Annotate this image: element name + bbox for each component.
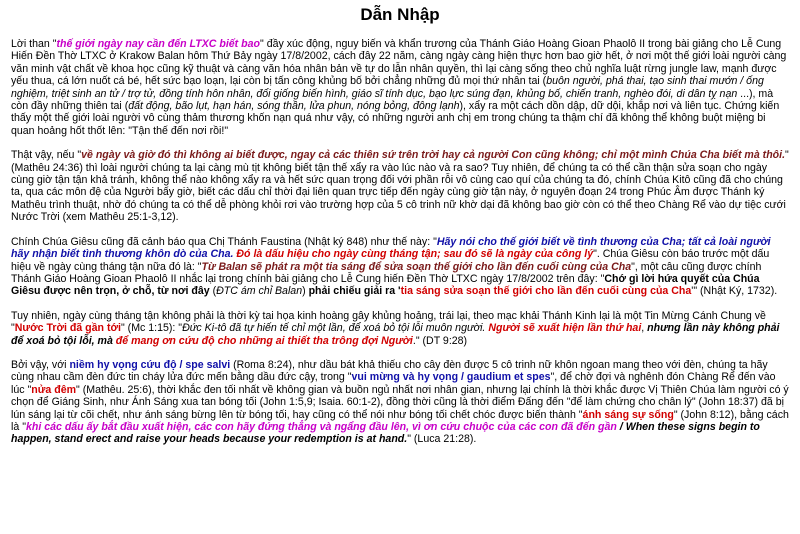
text-run: (	[209, 285, 217, 298]
text-run: " (Luca 21:28).	[407, 433, 477, 446]
text-run: Đức Ki-tô đã tự hiến tế chỉ một lần, để xoá bỏ tội lỗi muôn người.	[182, 322, 486, 335]
text-run: Bởi vậy, với	[11, 358, 70, 371]
text-run: buôn người, phá thai, tạo sinh thai mướn / ống nghiệm, triệt sinh an tử / trợ tử, đồng tính hôn nhân, đổi giống biến hình, giáo sĩ tính dục, bạo lực súng đạn, khủng bố, chiến tranh, nghèo đói, di dân tỵ nạn	[11, 75, 764, 100]
text-run: ĐTC ám chỉ Balan	[216, 285, 303, 298]
text-run: '" (Nhật Ký, 1732).	[691, 285, 778, 298]
intro-paragraph-1	[11, 38, 789, 137]
text-run: khi các dấu ấy bắt đầu xuất hiện, các con hãy đứng thẳng và ngẩng đầu lên, vì ơn cứu chuộc của các con đã đến gần	[25, 420, 617, 433]
text-run: đất động, bão lụt, hạn hán, sóng thần, lửa phun, nóng bỏng, đông lạnh	[128, 100, 460, 113]
intro-paragraph-3	[11, 236, 789, 298]
text-run: " (Mathêu. 25:6), thời khắc đen tối nhất về không gian và buồn ngủ nhất nơi nhân gian, nhưng lại chính là thời khắc được Vị Thiên Chúa làm người có ý chọn để Giáng Sinh, như Ánh Sáng xua tan bóng tối (John 1:5,9; Isaia. 60:1-2), đồng thời cũng là thời điểm Đấng đến "để làm chứng cho chân lý" (John 18:37) đã bị lún sáng lại từ cõi chết, như ánh sáng bừng lên từ bóng tối, hay cũng có thể nói như bóng tối chết chóc được biến thành "	[11, 383, 789, 421]
text-run: )	[302, 285, 309, 298]
text-run: nửa đêm	[31, 383, 77, 396]
text-run: về ngày và giờ đó thì không ai biết được, ngay cả các thiên sứ trên trời hay cả người Con cũng không; chỉ một mình Chúa Cha biết mà thôi.	[81, 149, 786, 162]
text-run: để mang ơn cứu độ cho những ai thiết tha trông đợi Người	[115, 334, 413, 347]
text-run: Chớ gì lời hứa quyết của Chúa Giêsu được nên trọn, ở chỗ, từ nơi đây	[11, 272, 760, 298]
text-run: Từ Balan sẽ phát ra một tia sáng để sửa soạn thế giới cho lần đến cuối cùng của Cha	[201, 260, 632, 273]
text-run: niềm hy vọng cứu độ / spe salvi	[69, 358, 231, 371]
text-run: " (Mathêu 24:36) thì loài người chúng ta lại càng mù tịt không biết tận thế xẩy ra vào lúc nào và ra sao? Tuy nhiên, để chúng ta có thể cần thận sửa soạn cho ngày cùng giờ tận tận khả tránh, không thể nào không xẩy ra và hết sức quan trọng đối với phần rỗi vô cùng cao quí của chúng ta đó, chính Chúa Kitô cũng đã cho chúng ta, qua các môn đệ của Người bấy giờ, biết các dấu chỉ thời đại liên quan trực tiếp đến ngày cùng giờ tận này, ở nguyên đoạn 24 trong Phúc Âm được Thánh ký Mathêu trình thuật, nhờ đó chúng ta có thể dễ phòng khỏi rơi vào trường hợp của 5 cô trinh nữ khờ dại đã không bao giờ còn có thể theo Chàng Rể vào dự tiệc cưới Nước Trời (xem Mathêu 25:1-3,12).	[11, 149, 789, 224]
text-run: Nước Trời đã gần tới	[14, 322, 121, 335]
text-run: tia sáng sửa soạn thế giới cho lần đến cuối cùng của Cha	[400, 285, 692, 298]
intro-paragraph-5	[11, 359, 789, 446]
text-run: " đầy xúc động, nguy biến và khẩn trương của Thánh Giáo Hoàng Gioan Phaolô II trong bài giảng cho Lễ Cung Hiến Đền Thờ LTXC ở Krakow Balan hôm Thứ Bảy ngày 17/8/2002, cách đây 22 năm, càng ngày càng hiện thực hơn bao giờ hết, ở nơi một thế giới loài người càng văn minh vật chất về khoa học cũng kỹ thuật và càng văn hóa nhân bản về tự do lẫn nhân quyền, thì lại càng sống theo chủ nghĩa luật rừng jungle law, mạnh được yếu thua, cá lớn nuốt cá bé, hết sức bạo loạn, lại còn bị tấn công khủng bố bởi chẳng những đủ mọi thứ nhân tai (	[11, 38, 787, 88]
text-run: Thật vậy, nếu "	[11, 149, 82, 162]
text-run: thế giới ngày nay cần đến LTXC biết bao	[56, 38, 260, 50]
page-title: Dẫn Nhập	[360, 5, 440, 24]
text-run: Hãy nói cho thế giới biết về tình thương của Cha; tất cả loài người hãy nhận biết tình thương khôn dò của Cha.	[11, 235, 771, 261]
text-run: When these signs begin to happen, stand erect and raise your heads because your redemption is at hand.	[11, 420, 760, 446]
text-run: Tuy nhiên, ngày cùng tháng tận không phải là thời kỳ tai họa kinh hoàng gây khủng hoảng, trái lại, theo mạc khải Thánh Kinh lại là một Tin Mừng Cánh Chung về "	[11, 309, 766, 335]
text-run: ), xẩy ra một cách dồn dập, dữ dội, khắp nơi và liên tục. Chứng kiến thấy một thế giới loài người vô cùng thảm thương khốn nạn quá như vậy, có những người anh chị em trong chúng ta thậm chí đã không thể không buột miệng bi quan hoảng hốt thốt lên: "Tận thế đến nơi rồi!"	[11, 100, 780, 137]
text-run: nhưng lần này không phải để xoá bỏ tội lỗi, mà	[11, 322, 780, 347]
text-run: vui mừng và hy vọng / gaudium et spes	[351, 371, 551, 384]
text-run: " (Mc 1:15): "	[120, 322, 183, 335]
intro-paragraph-4	[11, 310, 789, 347]
text-run: ", một câu cũng được chính Thánh Giáo Hoàng Gioan Phaolô II nhắc lại trong chính bài giảng cho Lễ Cung hiến Đền Thờ LTXC ngày 17/8/2002 trên đây: "	[11, 260, 762, 285]
text-run: Chính Chúa Giêsu cũng đã cảnh báo qua Chị Thánh Faustina (Nhật ký 848) như thế này: "	[11, 235, 437, 248]
text-run: ...), mà còn đầy những thiên tai (	[11, 87, 774, 113]
text-run: " (John 8:12), bằng cách là "	[11, 408, 789, 433]
text-run: ", để chờ đợi và nghênh đón Chàng Rể đến vào lúc "	[11, 371, 776, 396]
text-run: (Roma 8:24), như dầu bát khả thiếu cho cây đèn được 5 cô trinh nữ khôn ngoan mang theo với đèn, chúng ta hãy cùng nhau cầm đèn đức tin cháy lửa đức mến bằng dầu đức cậy, trong "	[11, 358, 768, 384]
text-run: /	[616, 420, 626, 433]
text-run: phải chiếu giải ra '	[308, 285, 401, 298]
text-run: ,	[641, 322, 648, 335]
text-run: ánh sáng sự sống	[582, 408, 674, 421]
text-run: Đó là dấu hiệu cho ngày cùng tháng tận; sau đó sẽ là ngày của công lý	[236, 248, 594, 261]
intro-paragraph-2	[11, 149, 789, 223]
text-run: Người sẽ xuất hiện lần thứ hai	[488, 322, 642, 335]
text-run: Lời than "	[11, 38, 57, 50]
text-run: ". Chúa Giêsu còn báo trước một dấu hiệu về ngày cùng tháng tận nữa đó là: "	[11, 248, 770, 273]
text-run: ." (DT 9:28)	[412, 334, 468, 347]
